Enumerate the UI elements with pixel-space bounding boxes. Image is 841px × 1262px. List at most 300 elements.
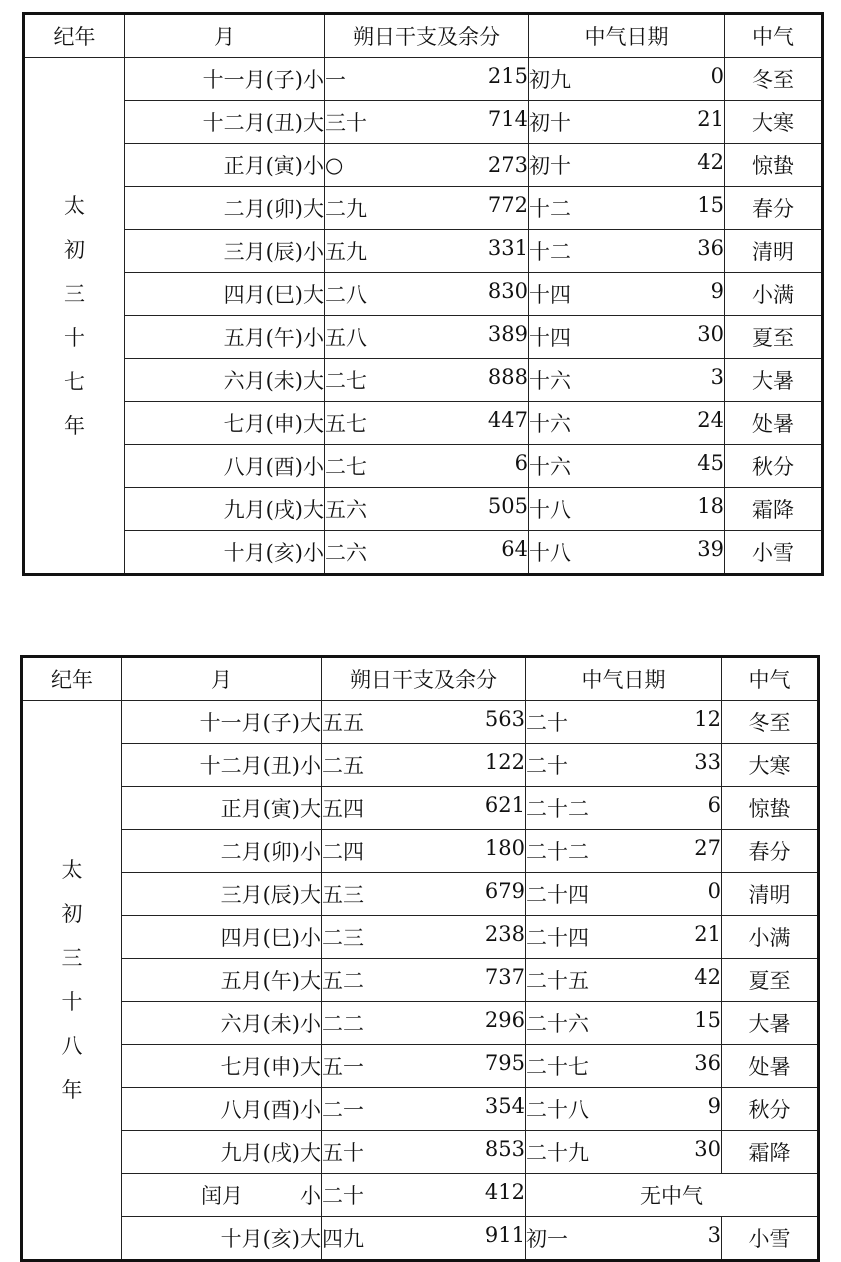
zhongqi-date-inner bbox=[529, 150, 724, 180]
ganzhi-value: 五八 bbox=[325, 326, 367, 350]
new-moon-inner bbox=[325, 408, 528, 438]
zhongqi-name: 大寒 bbox=[725, 101, 823, 144]
table-row bbox=[22, 787, 819, 830]
column-header: 纪年 bbox=[24, 14, 125, 58]
month-cell: 十二月(丑)大 bbox=[125, 101, 325, 144]
remainder-value: 412 bbox=[484, 1180, 525, 1204]
column-header: 中气 bbox=[722, 657, 819, 701]
zhongqi-minutes: 9 bbox=[710, 279, 724, 303]
zhongqi-name: 小满 bbox=[722, 916, 819, 959]
new-moon-inner bbox=[322, 707, 525, 737]
year-char: 七 bbox=[64, 369, 85, 394]
zhongqi-name: 清明 bbox=[725, 230, 823, 273]
zhongqi-minutes: 30 bbox=[697, 322, 724, 346]
zhongqi-minutes: 0 bbox=[710, 64, 724, 88]
table-row bbox=[22, 959, 819, 1002]
table-row bbox=[22, 1174, 819, 1217]
zhongqi-date-cell bbox=[526, 744, 722, 787]
new-moon-inner bbox=[322, 1094, 525, 1124]
zhongqi-minutes: 0 bbox=[707, 879, 721, 903]
zhongqi-minutes: 36 bbox=[697, 236, 724, 260]
zhongqi-date-inner bbox=[529, 107, 724, 137]
new-moon-cell bbox=[322, 1131, 526, 1174]
new-moon-inner bbox=[325, 451, 528, 481]
ganzhi-value: 五二 bbox=[322, 969, 364, 993]
zhongqi-day: 二十 bbox=[526, 711, 568, 735]
new-moon-inner bbox=[322, 793, 525, 823]
ganzhi-value: ○ bbox=[325, 153, 344, 177]
zhongqi-day: 十四 bbox=[529, 326, 571, 350]
new-moon-cell bbox=[325, 101, 529, 144]
zhongqi-date-cell bbox=[529, 273, 725, 316]
table-row bbox=[22, 1217, 819, 1261]
new-moon-cell bbox=[322, 1002, 526, 1045]
zhongqi-date-inner bbox=[526, 750, 721, 780]
zhongqi-minutes: 9 bbox=[707, 1094, 721, 1118]
new-moon-cell bbox=[322, 744, 526, 787]
month-cell: 十一月(子)大 bbox=[122, 701, 322, 744]
remainder-value: 830 bbox=[487, 279, 528, 303]
table-row bbox=[24, 58, 823, 101]
zhongqi-date-cell bbox=[526, 1045, 722, 1088]
table-row bbox=[24, 488, 823, 531]
column-header: 中气 bbox=[725, 14, 823, 58]
month-cell: 二月(卯)大 bbox=[125, 187, 325, 230]
remainder-value: 621 bbox=[484, 793, 525, 817]
table-row bbox=[24, 273, 823, 316]
table-row bbox=[22, 830, 819, 873]
column-header: 中气日期 bbox=[526, 657, 722, 701]
zhongqi-date-inner bbox=[526, 1137, 721, 1167]
month-cell: 五月(午)大 bbox=[122, 959, 322, 1002]
zhongqi-date-inner bbox=[529, 193, 724, 223]
calendar-table-year-37 bbox=[22, 12, 824, 576]
remainder-value: 737 bbox=[484, 965, 525, 989]
ganzhi-value: 二二 bbox=[322, 1012, 364, 1036]
zhongqi-minutes: 3 bbox=[707, 1223, 721, 1247]
zhongqi-minutes: 6 bbox=[707, 793, 721, 817]
month-cell: 四月(巳)小 bbox=[122, 916, 322, 959]
zhongqi-date-cell bbox=[526, 1002, 722, 1045]
zhongqi-day: 二十二 bbox=[526, 840, 589, 864]
zhongqi-minutes: 33 bbox=[694, 750, 721, 774]
zhongqi-name: 处暑 bbox=[722, 1045, 819, 1088]
table-row bbox=[24, 101, 823, 144]
new-moon-cell bbox=[325, 230, 529, 273]
remainder-value: 795 bbox=[484, 1051, 525, 1075]
remainder-value: 679 bbox=[484, 879, 525, 903]
new-moon-cell bbox=[325, 531, 529, 575]
leap-month-name: 闰月 bbox=[201, 1184, 243, 1208]
table-row bbox=[22, 1088, 819, 1131]
ganzhi-value: 二六 bbox=[325, 541, 367, 565]
zhongqi-name: 夏至 bbox=[722, 959, 819, 1002]
remainder-value: 296 bbox=[484, 1008, 525, 1032]
zhongqi-day: 初一 bbox=[526, 1227, 568, 1251]
zhongqi-day: 十四 bbox=[529, 283, 571, 307]
remainder-value: 238 bbox=[484, 922, 525, 946]
remainder-value: 354 bbox=[484, 1094, 525, 1118]
new-moon-inner bbox=[325, 279, 528, 309]
zhongqi-day: 十二 bbox=[529, 240, 571, 264]
zhongqi-date-inner bbox=[529, 322, 724, 352]
month-cell: 九月(戌)大 bbox=[122, 1131, 322, 1174]
new-moon-inner bbox=[322, 1051, 525, 1081]
table-row bbox=[24, 445, 823, 488]
zhongqi-day: 二十 bbox=[526, 754, 568, 778]
zhongqi-name: 小满 bbox=[725, 273, 823, 316]
remainder-value: 911 bbox=[484, 1223, 525, 1247]
column-header: 中气日期 bbox=[529, 14, 725, 58]
zhongqi-date-inner bbox=[529, 236, 724, 266]
table-row bbox=[22, 873, 819, 916]
table-row bbox=[24, 230, 823, 273]
zhongqi-date-cell bbox=[526, 1088, 722, 1131]
month-cell: 九月(戌)大 bbox=[125, 488, 325, 531]
remainder-value: 447 bbox=[487, 408, 528, 432]
ganzhi-value: 二七 bbox=[325, 369, 367, 393]
zhongqi-name: 大暑 bbox=[722, 1002, 819, 1045]
zhongqi-name: 惊蛰 bbox=[722, 787, 819, 830]
zhongqi-date-inner bbox=[529, 408, 724, 438]
zhongqi-day: 初十 bbox=[529, 111, 571, 135]
zhongqi-date-cell bbox=[526, 1131, 722, 1174]
zhongqi-minutes: 21 bbox=[697, 107, 724, 131]
year-char: 年 bbox=[61, 1078, 83, 1102]
remainder-value: 772 bbox=[487, 193, 528, 217]
zhongqi-day: 十六 bbox=[529, 412, 571, 436]
zhongqi-date-cell bbox=[529, 187, 725, 230]
new-moon-cell bbox=[322, 830, 526, 873]
zhongqi-minutes: 45 bbox=[697, 451, 724, 475]
zhongqi-day: 二十五 bbox=[526, 969, 589, 993]
new-moon-cell bbox=[322, 1088, 526, 1131]
zhongqi-date-inner bbox=[526, 879, 721, 909]
zhongqi-day: 初九 bbox=[529, 68, 571, 92]
year-label bbox=[24, 58, 125, 575]
remainder-value: 180 bbox=[484, 836, 525, 860]
table-row bbox=[22, 1131, 819, 1174]
month-cell: 三月(辰)大 bbox=[122, 873, 322, 916]
remainder-value: 331 bbox=[487, 236, 528, 260]
zhongqi-date-cell bbox=[529, 402, 725, 445]
new-moon-cell bbox=[322, 787, 526, 830]
ganzhi-value: 二七 bbox=[325, 455, 367, 479]
zhongqi-day: 初十 bbox=[529, 154, 571, 178]
table-row bbox=[24, 316, 823, 359]
ganzhi-value: 五十 bbox=[322, 1141, 364, 1165]
calendar-table-year-38 bbox=[20, 655, 820, 1262]
table-row bbox=[24, 531, 823, 575]
ganzhi-value: 二四 bbox=[322, 840, 364, 864]
month-cell: 正月(寅)大 bbox=[122, 787, 322, 830]
month-cell: 十月(亥)大 bbox=[122, 1217, 322, 1261]
new-moon-inner bbox=[325, 236, 528, 266]
new-moon-cell bbox=[322, 873, 526, 916]
year-char: 三 bbox=[64, 281, 85, 306]
table-row bbox=[22, 1045, 819, 1088]
zhongqi-minutes: 12 bbox=[694, 707, 721, 731]
column-header: 纪年 bbox=[22, 657, 122, 701]
new-moon-cell bbox=[322, 959, 526, 1002]
zhongqi-day: 十二 bbox=[529, 197, 571, 221]
new-moon-cell bbox=[322, 916, 526, 959]
year-char: 初 bbox=[64, 237, 85, 262]
zhongqi-minutes: 15 bbox=[694, 1008, 721, 1032]
zhongqi-date-cell bbox=[529, 144, 725, 187]
remainder-value: 6 bbox=[514, 451, 528, 475]
new-moon-cell bbox=[325, 273, 529, 316]
zhongqi-day: 二十二 bbox=[526, 797, 589, 821]
zhongqi-name: 秋分 bbox=[722, 1088, 819, 1131]
zhongqi-date-cell bbox=[526, 1217, 722, 1261]
new-moon-inner bbox=[325, 64, 528, 94]
zhongqi-day: 十六 bbox=[529, 455, 571, 479]
zhongqi-name: 大暑 bbox=[725, 359, 823, 402]
zhongqi-name: 大寒 bbox=[722, 744, 819, 787]
zhongqi-date-inner bbox=[529, 451, 724, 481]
zhongqi-name: 霜降 bbox=[722, 1131, 819, 1174]
new-moon-cell bbox=[325, 187, 529, 230]
zhongqi-date-cell bbox=[529, 359, 725, 402]
remainder-value: 122 bbox=[484, 750, 525, 774]
zhongqi-date-cell bbox=[529, 101, 725, 144]
year-char: 太 bbox=[61, 858, 83, 882]
zhongqi-minutes: 42 bbox=[697, 150, 724, 174]
new-moon-cell bbox=[325, 488, 529, 531]
month-cell bbox=[122, 1174, 322, 1217]
zhongqi-date-cell bbox=[529, 230, 725, 273]
new-moon-cell bbox=[322, 1217, 526, 1261]
zhongqi-minutes: 36 bbox=[694, 1051, 721, 1075]
year-char: 三 bbox=[61, 946, 83, 970]
zhongqi-date-inner bbox=[529, 537, 724, 567]
zhongqi-name: 清明 bbox=[722, 873, 819, 916]
table-row bbox=[22, 701, 819, 744]
ganzhi-value: 一 bbox=[325, 68, 346, 92]
month-cell: 五月(午)小 bbox=[125, 316, 325, 359]
zhongqi-minutes: 30 bbox=[694, 1137, 721, 1161]
table-row bbox=[24, 187, 823, 230]
zhongqi-date-inner bbox=[529, 494, 724, 524]
zhongqi-date-inner bbox=[526, 793, 721, 823]
zhongqi-name: 惊蛰 bbox=[725, 144, 823, 187]
zhongqi-name: 小雪 bbox=[722, 1217, 819, 1261]
zhongqi-name: 夏至 bbox=[725, 316, 823, 359]
zhongqi-name: 冬至 bbox=[725, 58, 823, 101]
month-cell: 十一月(子)小 bbox=[125, 58, 325, 101]
new-moon-cell bbox=[322, 1045, 526, 1088]
ganzhi-value: 五四 bbox=[322, 797, 364, 821]
zhongqi-date-inner bbox=[526, 1051, 721, 1081]
new-moon-inner bbox=[322, 1180, 525, 1210]
zhongqi-day: 二十四 bbox=[526, 883, 589, 907]
zhongqi-minutes: 3 bbox=[710, 365, 724, 389]
year-char: 初 bbox=[61, 902, 83, 926]
year-char: 十 bbox=[61, 990, 83, 1014]
month-cell: 正月(寅)小 bbox=[125, 144, 325, 187]
year-char: 十 bbox=[64, 325, 85, 350]
ganzhi-value: 二一 bbox=[322, 1098, 364, 1122]
zhongqi-date-cell bbox=[529, 58, 725, 101]
month-cell: 二月(卯)小 bbox=[122, 830, 322, 873]
new-moon-inner bbox=[325, 193, 528, 223]
table-row bbox=[24, 402, 823, 445]
zhongqi-date-cell bbox=[526, 959, 722, 1002]
new-moon-inner bbox=[322, 836, 525, 866]
remainder-value: 505 bbox=[487, 494, 528, 518]
zhongqi-minutes: 27 bbox=[694, 836, 721, 860]
new-moon-cell bbox=[325, 359, 529, 402]
zhongqi-name: 春分 bbox=[722, 830, 819, 873]
new-moon-inner bbox=[322, 965, 525, 995]
zhongqi-date-cell bbox=[529, 531, 725, 575]
zhongqi-day: 二十七 bbox=[526, 1055, 589, 1079]
zhongqi-name: 春分 bbox=[725, 187, 823, 230]
zhongqi-date-inner bbox=[526, 1094, 721, 1124]
month-cell: 三月(辰)小 bbox=[125, 230, 325, 273]
month-cell: 六月(未)小 bbox=[122, 1002, 322, 1045]
zhongqi-name: 霜降 bbox=[725, 488, 823, 531]
new-moon-inner bbox=[325, 322, 528, 352]
zhongqi-day: 二十四 bbox=[526, 926, 589, 950]
new-moon-inner bbox=[325, 494, 528, 524]
leap-month-size: 小 bbox=[300, 1184, 321, 1208]
ganzhi-value: 二十 bbox=[322, 1184, 364, 1208]
zhongqi-date-cell bbox=[526, 873, 722, 916]
table-row bbox=[22, 1002, 819, 1045]
zhongqi-minutes: 39 bbox=[697, 537, 724, 561]
zhongqi-day: 十八 bbox=[529, 498, 571, 522]
new-moon-cell bbox=[325, 316, 529, 359]
remainder-value: 389 bbox=[487, 322, 528, 346]
remainder-value: 563 bbox=[484, 707, 525, 731]
remainder-value: 64 bbox=[501, 537, 528, 561]
new-moon-inner bbox=[322, 1008, 525, 1038]
ganzhi-value: 五五 bbox=[322, 711, 364, 735]
remainder-value: 888 bbox=[487, 365, 528, 389]
ganzhi-value: 五九 bbox=[325, 240, 367, 264]
zhongqi-minutes: 24 bbox=[697, 408, 724, 432]
column-header: 朔日干支及余分 bbox=[325, 14, 529, 58]
column-header: 月 bbox=[125, 14, 325, 58]
month-cell: 八月(酉)小 bbox=[125, 445, 325, 488]
header-row bbox=[24, 14, 823, 58]
zhongqi-date-inner bbox=[529, 365, 724, 395]
new-moon-cell bbox=[325, 402, 529, 445]
month-cell: 六月(未)大 bbox=[125, 359, 325, 402]
table-row bbox=[24, 359, 823, 402]
zhongqi-date-cell bbox=[526, 830, 722, 873]
table-row bbox=[22, 916, 819, 959]
zhongqi-day: 二十六 bbox=[526, 1012, 589, 1036]
ganzhi-value: 五一 bbox=[322, 1055, 364, 1079]
zhongqi-name: 秋分 bbox=[725, 445, 823, 488]
year-label bbox=[22, 701, 122, 1261]
new-moon-inner bbox=[322, 879, 525, 909]
zhongqi-date-inner bbox=[529, 279, 724, 309]
remainder-value: 215 bbox=[487, 64, 528, 88]
new-moon-inner bbox=[322, 1137, 525, 1167]
ganzhi-value: 五七 bbox=[325, 412, 367, 436]
zhongqi-day: 十八 bbox=[529, 541, 571, 565]
year-char: 八 bbox=[61, 1034, 83, 1058]
new-moon-inner bbox=[322, 750, 525, 780]
month-cell: 十月(亥)小 bbox=[125, 531, 325, 575]
zhongqi-date-cell bbox=[526, 916, 722, 959]
zhongqi-date-inner bbox=[526, 707, 721, 737]
zhongqi-date-cell bbox=[529, 445, 725, 488]
zhongqi-name: 小雪 bbox=[725, 531, 823, 575]
ganzhi-value: 二三 bbox=[322, 926, 364, 950]
month-cell: 七月(申)大 bbox=[122, 1045, 322, 1088]
zhongqi-date-cell bbox=[529, 316, 725, 359]
zhongqi-day: 二十八 bbox=[526, 1098, 589, 1122]
new-moon-inner bbox=[325, 365, 528, 395]
remainder-value: 273 bbox=[487, 153, 528, 177]
new-moon-inner bbox=[325, 107, 528, 137]
ganzhi-value: 四九 bbox=[322, 1227, 364, 1251]
ganzhi-value: 五三 bbox=[322, 883, 364, 907]
new-moon-inner bbox=[325, 537, 528, 567]
column-header: 朔日干支及余分 bbox=[322, 657, 526, 701]
new-moon-cell bbox=[322, 1174, 526, 1217]
zhongqi-date-cell bbox=[529, 488, 725, 531]
zhongqi-minutes: 18 bbox=[697, 494, 724, 518]
zhongqi-minutes: 42 bbox=[694, 965, 721, 989]
column-header: 月 bbox=[122, 657, 322, 701]
zhongqi-date-inner bbox=[526, 922, 721, 952]
zhongqi-day: 十六 bbox=[529, 369, 571, 393]
year-char: 年 bbox=[64, 413, 85, 438]
year-char: 太 bbox=[64, 193, 85, 218]
zhongqi-name: 冬至 bbox=[722, 701, 819, 744]
new-moon-cell bbox=[325, 58, 529, 101]
new-moon-inner bbox=[322, 922, 525, 952]
new-moon-inner bbox=[325, 153, 528, 177]
month-cell: 四月(巳)大 bbox=[125, 273, 325, 316]
zhongqi-minutes: 15 bbox=[697, 193, 724, 217]
zhongqi-date-inner bbox=[529, 64, 724, 94]
month-cell: 七月(申)大 bbox=[125, 402, 325, 445]
zhongqi-date-cell bbox=[526, 701, 722, 744]
new-moon-cell bbox=[325, 144, 529, 187]
zhongqi-date-inner bbox=[526, 836, 721, 866]
header-row bbox=[22, 657, 819, 701]
no-zhongqi-cell: 无中气 bbox=[526, 1174, 819, 1217]
table-row bbox=[22, 744, 819, 787]
ganzhi-value: 三十 bbox=[325, 111, 367, 135]
month-cell: 十二月(丑)小 bbox=[122, 744, 322, 787]
zhongqi-day: 二十九 bbox=[526, 1141, 589, 1165]
zhongqi-date-cell bbox=[526, 787, 722, 830]
zhongqi-name: 处暑 bbox=[725, 402, 823, 445]
new-moon-cell bbox=[322, 701, 526, 744]
new-moon-cell bbox=[325, 445, 529, 488]
leap-month bbox=[201, 1180, 321, 1210]
zhongqi-date-inner bbox=[526, 1008, 721, 1038]
month-cell: 八月(酉)小 bbox=[122, 1088, 322, 1131]
table-row bbox=[24, 144, 823, 187]
ganzhi-value: 二五 bbox=[322, 754, 364, 778]
remainder-value: 853 bbox=[484, 1137, 525, 1161]
ganzhi-value: 五六 bbox=[325, 498, 367, 522]
ganzhi-value: 二九 bbox=[325, 197, 367, 221]
zhongqi-minutes: 21 bbox=[694, 922, 721, 946]
ganzhi-value: 二八 bbox=[325, 283, 367, 307]
remainder-value: 714 bbox=[487, 107, 528, 131]
zhongqi-date-inner bbox=[526, 965, 721, 995]
